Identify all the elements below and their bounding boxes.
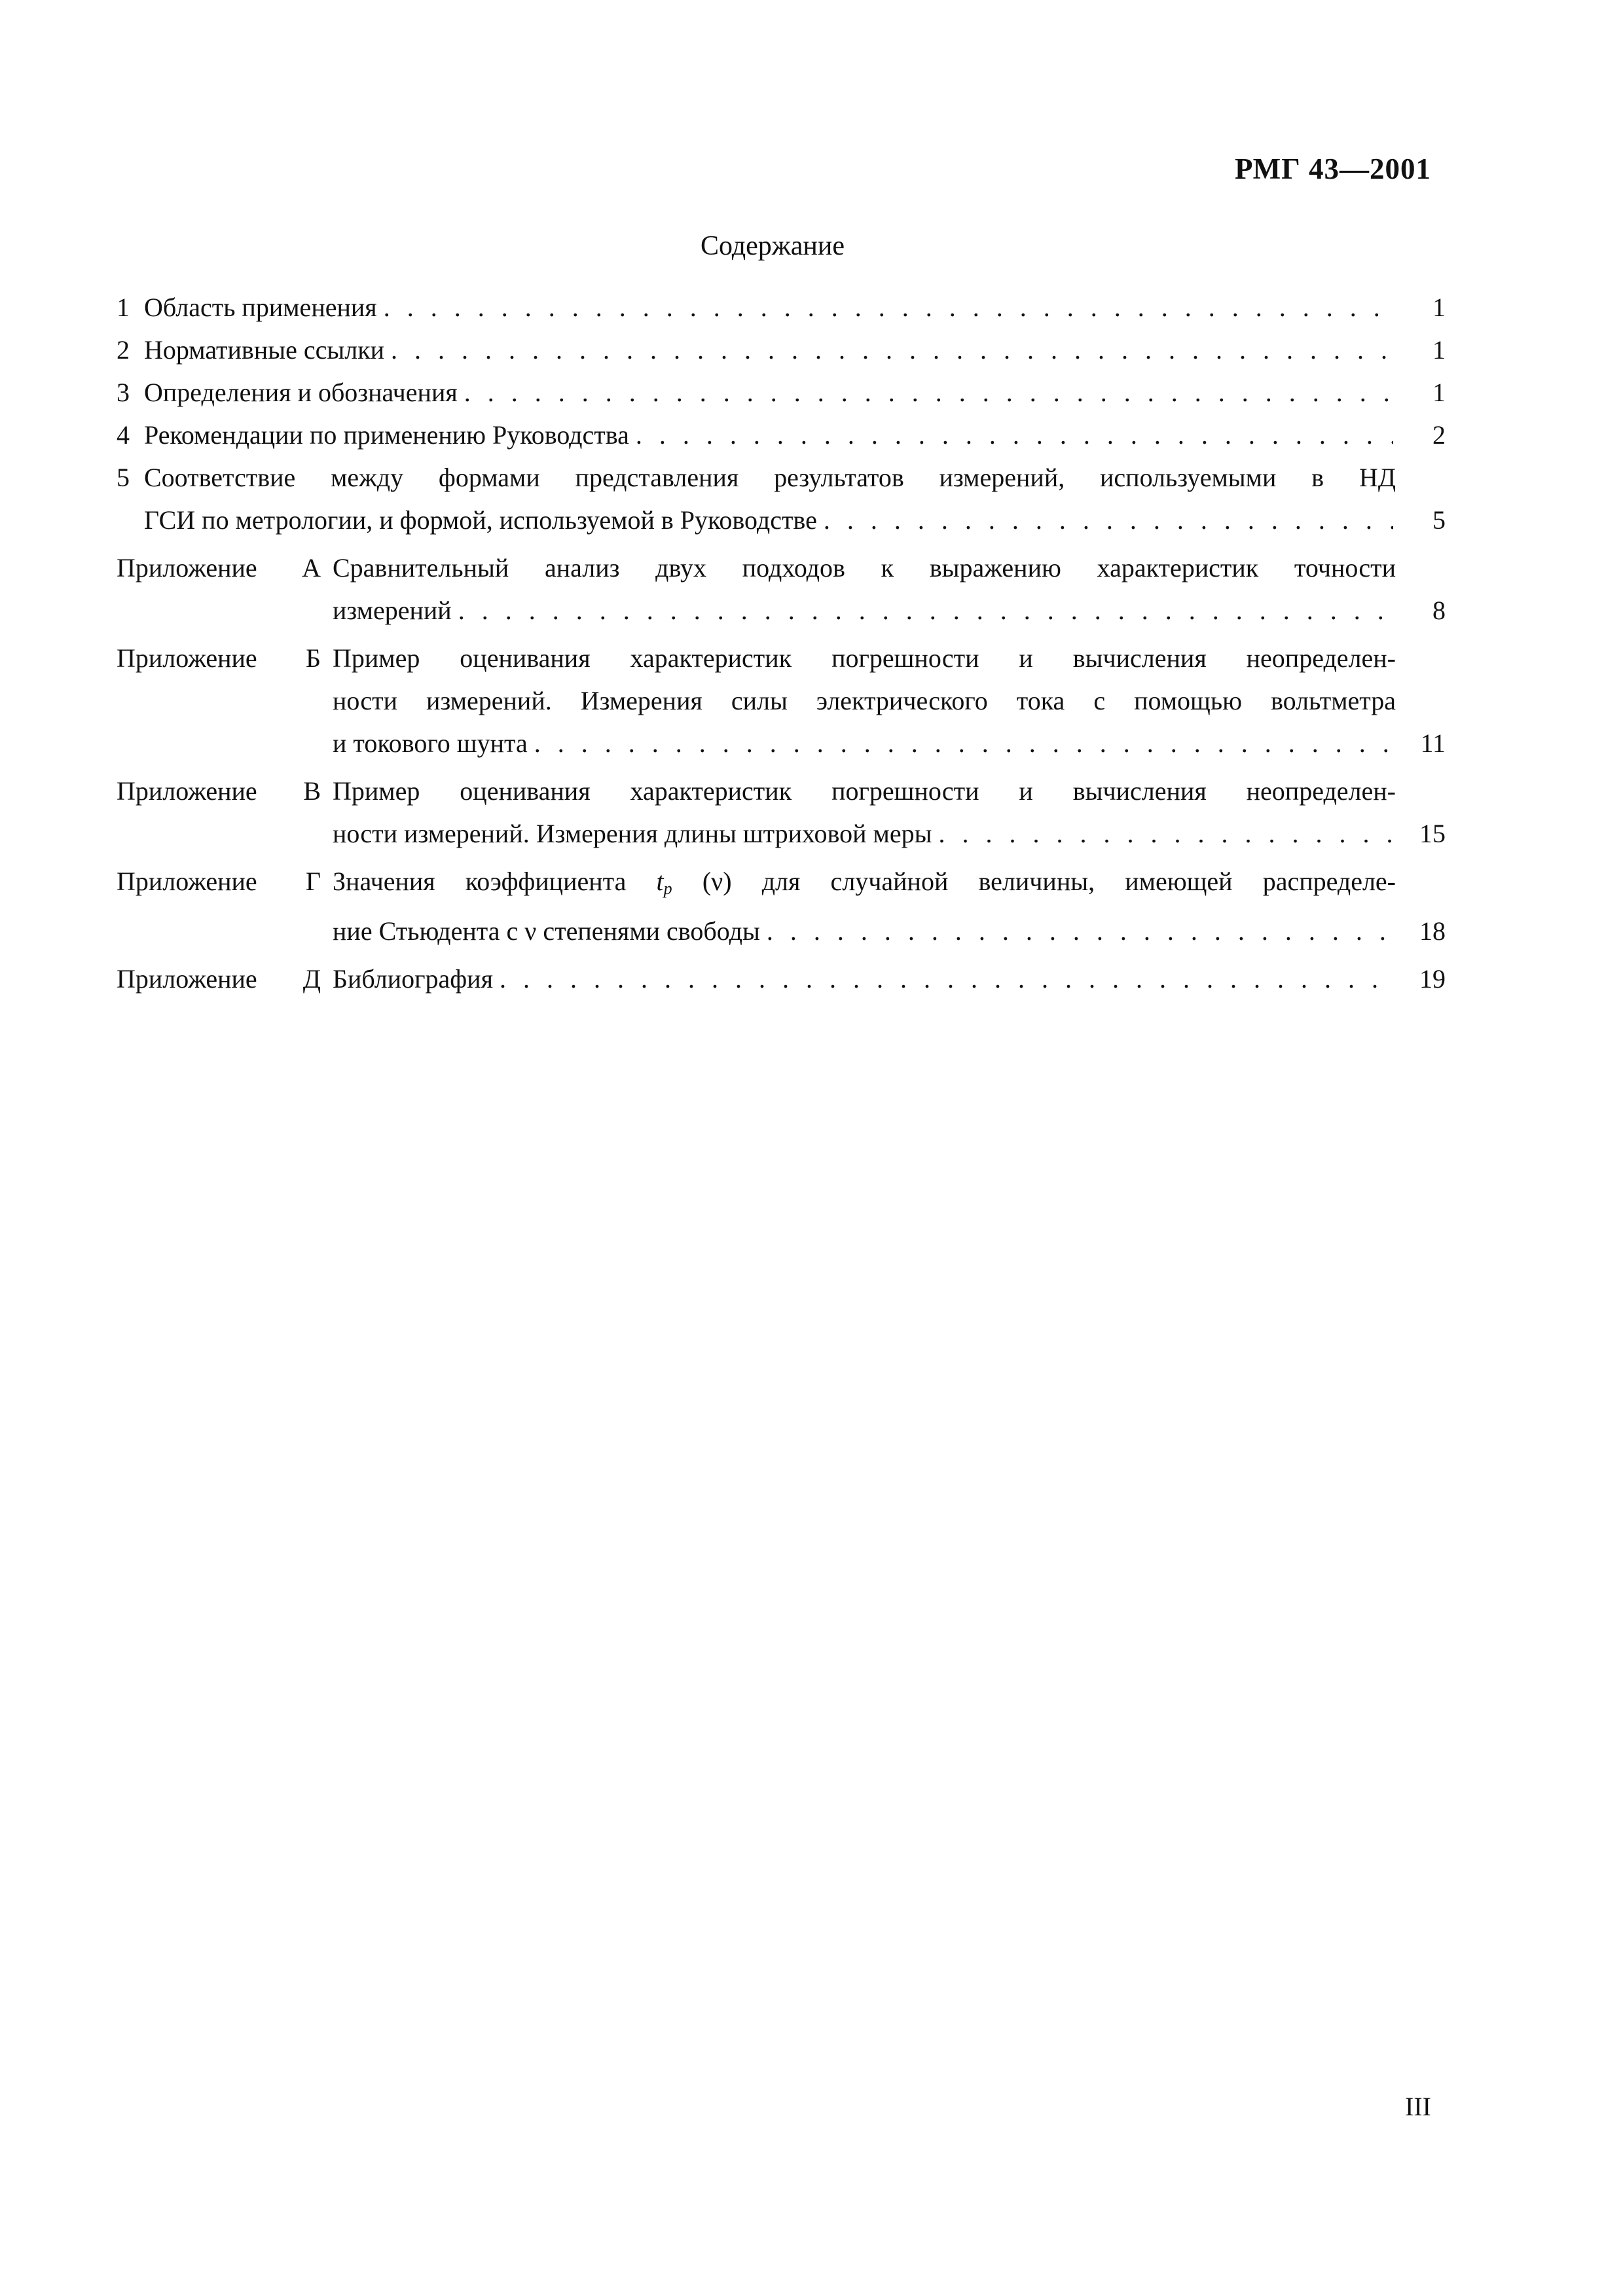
toc-entry-page: 19 bbox=[1419, 964, 1446, 994]
toc-entry-title-line: Пример оценивания характеристик погрешности и вычисления неопределен- bbox=[333, 776, 1396, 806]
toc-entry-title: Определения и обозначения bbox=[144, 378, 458, 407]
dot-leader bbox=[534, 722, 1393, 764]
appendix-word: Приложение bbox=[117, 643, 257, 673]
toc-appendix-d[interactable] bbox=[117, 958, 1446, 1000]
dot-leader bbox=[464, 371, 1393, 414]
appendix-label bbox=[117, 860, 333, 903]
table-of-contents bbox=[117, 286, 1446, 1000]
appendix-word: Приложение bbox=[117, 553, 257, 583]
toc-title: Содержание bbox=[700, 231, 845, 261]
appendix-label bbox=[117, 637, 333, 679]
toc-entry-page: 15 bbox=[1419, 819, 1446, 848]
dot-leader bbox=[767, 910, 1393, 952]
toc-entry-5[interactable] bbox=[117, 456, 1446, 541]
formula-lead-text: Значения коэффициента bbox=[333, 867, 627, 896]
toc-appendix-g[interactable] bbox=[117, 860, 1446, 952]
dot-leader bbox=[939, 812, 1394, 855]
toc-entry-title-line bbox=[333, 860, 1446, 910]
dot-leader bbox=[824, 499, 1393, 541]
toc-appendix-b[interactable] bbox=[117, 637, 1446, 764]
toc-entry-number: 1 bbox=[117, 293, 130, 322]
appendix-label bbox=[117, 547, 333, 589]
toc-entry-page: 1 bbox=[1432, 378, 1446, 407]
dot-leader bbox=[391, 329, 1393, 371]
formula-subscript: p bbox=[663, 879, 672, 898]
appendix-label bbox=[117, 958, 333, 1000]
dot-leader bbox=[500, 958, 1393, 1000]
formula-variable: t bbox=[656, 867, 664, 896]
dot-leader bbox=[384, 286, 1393, 329]
appendix-word: Приложение bbox=[117, 964, 257, 994]
toc-entry-page: 8 bbox=[1432, 596, 1446, 625]
toc-entry-page: 11 bbox=[1420, 728, 1446, 758]
toc-entry-title-line: ности измерений. Измерения длины штриховой меры bbox=[333, 819, 932, 848]
toc-entry-page: 5 bbox=[1432, 505, 1446, 535]
toc-entry-number: 3 bbox=[117, 378, 130, 407]
page-number: III bbox=[1405, 2092, 1431, 2121]
toc-entry-title-line: Сравнительный анализ двух подходов к выражению характеристик точности bbox=[333, 553, 1396, 583]
appendix-letter: Г bbox=[305, 867, 321, 896]
dot-leader bbox=[636, 414, 1393, 456]
toc-entry-title: Рекомендации по применению Руководства bbox=[144, 420, 629, 450]
appendix-label bbox=[117, 770, 333, 812]
appendix-letter: А bbox=[302, 553, 321, 583]
toc-entry-title-line: ГСИ по метрологии, и формой, используемой в Руководстве bbox=[144, 505, 817, 535]
toc-entry-title-line: Соответствие между формами представления результатов измерений, используемыми в НД bbox=[144, 463, 1396, 492]
toc-entry-4[interactable] bbox=[117, 414, 1446, 456]
toc-entry-title-line: Пример оценивания характеристик погрешности и вычисления неопределен- bbox=[333, 643, 1396, 673]
toc-entry-title-line: ние Стьюдента с ν степенями свободы bbox=[333, 916, 760, 946]
toc-entry-page: 1 bbox=[1432, 335, 1446, 365]
toc-entry-title: Нормативные ссылки bbox=[144, 335, 385, 365]
document-code: РМГ 43—2001 bbox=[1235, 152, 1431, 185]
toc-entry-title-line: измерений bbox=[333, 596, 452, 625]
toc-entry-1[interactable] bbox=[117, 286, 1446, 329]
dot-leader bbox=[458, 589, 1393, 632]
toc-entry-page: 2 bbox=[1432, 420, 1446, 450]
appendix-letter: Д bbox=[302, 964, 321, 994]
appendix-word: Приложение bbox=[117, 776, 257, 806]
toc-entry-number: 4 bbox=[117, 420, 130, 450]
toc-entry-number: 2 bbox=[117, 335, 130, 365]
toc-entry-page: 18 bbox=[1419, 916, 1446, 946]
formula-trail-text: (ν) для случайной величины, имеющей распределе- bbox=[702, 867, 1396, 896]
toc-entry-title: Область применения bbox=[144, 293, 377, 322]
appendix-word: Приложение bbox=[117, 867, 257, 896]
toc-entry-3[interactable] bbox=[117, 371, 1446, 414]
toc-entry-title-line: ности измерений. Измерения силы электрического тока с помощью вольтметра bbox=[333, 686, 1396, 715]
toc-entry-2[interactable] bbox=[117, 329, 1446, 371]
toc-entry-title-line: и токового шунта bbox=[333, 728, 528, 758]
toc-entry-title-line: Библиография bbox=[333, 964, 493, 994]
toc-entry-number: 5 bbox=[117, 463, 130, 492]
appendix-letter: Б bbox=[306, 643, 321, 673]
appendix-letter: В bbox=[303, 776, 321, 806]
toc-entry-page: 1 bbox=[1432, 293, 1446, 322]
toc-appendix-a[interactable] bbox=[117, 547, 1446, 632]
toc-appendix-v[interactable] bbox=[117, 770, 1446, 855]
